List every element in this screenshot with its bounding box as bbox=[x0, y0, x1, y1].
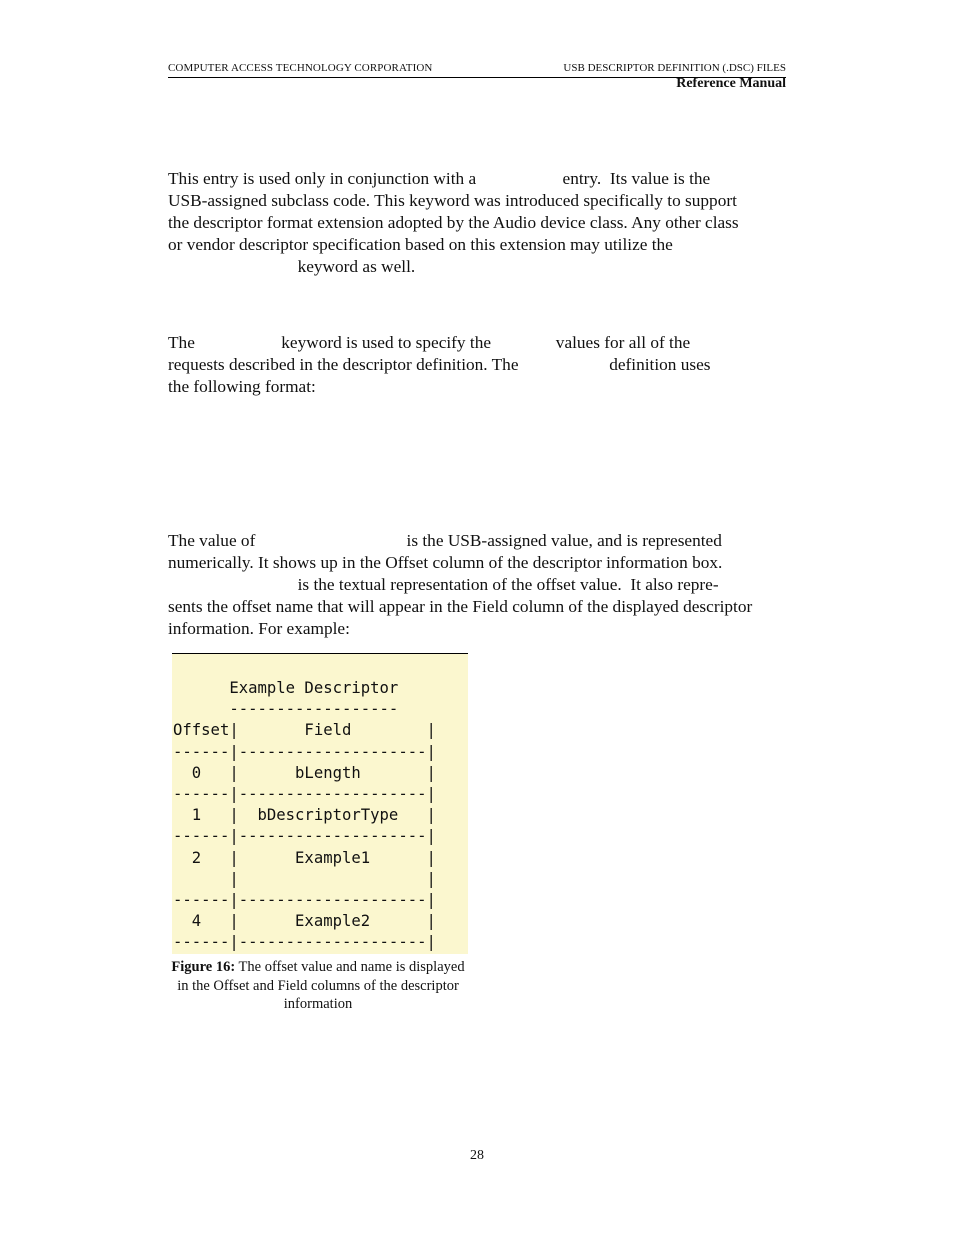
figure-line: | | bbox=[173, 869, 436, 888]
paragraph-line: the descriptor format extension adopted by the Audio device class. Any other class bbox=[168, 213, 739, 232]
figure-line: Example Descriptor bbox=[173, 679, 399, 697]
paragraph-line: requests described in the descriptor definition. The definition uses bbox=[168, 355, 711, 374]
figure-line: ------|--------------------| bbox=[173, 742, 436, 761]
paragraph-line: sents the offset name that will appear in the Field column of the displayed descriptor bbox=[168, 597, 753, 616]
paragraph-line: USB-assigned subclass code. This keyword was introduced specifically to support bbox=[168, 191, 737, 210]
paragraph-line: keyword as well. bbox=[168, 257, 416, 276]
running-header-left: COMPUTER ACCESS TECHNOLOGY CORPORATION bbox=[168, 62, 433, 74]
figure-line: ------------------ bbox=[173, 700, 399, 719]
figure-line: 4 | Example2 | bbox=[173, 912, 436, 931]
paragraph-line: information. For example: bbox=[168, 619, 350, 638]
page-number: 28 bbox=[470, 1148, 484, 1163]
caption-text: The offset value and name is displayed in the Offset and Field columns of the descriptor information bbox=[177, 959, 465, 1013]
paragraph-offset-value bbox=[168, 530, 786, 640]
figure-line: 2 | Example1 | bbox=[173, 848, 436, 867]
figure-line: ------|--------------------| bbox=[173, 891, 436, 910]
paragraph-line: numerically. It shows up in the Offset column of the descriptor information box. bbox=[168, 553, 723, 572]
caption-label: Figure 16: bbox=[171, 959, 236, 975]
example-descriptor-figure bbox=[172, 653, 468, 954]
paragraph-line: the following format: bbox=[168, 377, 316, 396]
paragraph-line: The value of is the USB-assigned value, and is represented bbox=[168, 531, 722, 550]
figure-caption bbox=[168, 958, 468, 1014]
paragraph-line: This entry is used only in conjunction with a entry. Its value is the bbox=[168, 169, 711, 188]
header-subtitle: Reference Manual bbox=[676, 76, 786, 91]
paragraph-keyword-format bbox=[168, 332, 786, 398]
running-header-right: USB DESCRIPTOR DEFINITION (.DSC) FILES bbox=[563, 62, 786, 74]
figure-line: ------|--------------------| bbox=[173, 933, 436, 952]
figure-line: ------|--------------------| bbox=[173, 785, 436, 804]
paragraph-line: is the textual representation of the offset value. It also repre- bbox=[168, 575, 719, 594]
paragraph-subclass-entry bbox=[168, 168, 786, 278]
figure-line: 1 | bDescriptorType | bbox=[173, 806, 436, 825]
paragraph-line: or vendor descriptor specification based on this extension may utilize the bbox=[168, 235, 673, 254]
figure-line: 0 | bLength | bbox=[173, 763, 436, 782]
figure-line: ------|--------------------| bbox=[173, 827, 436, 846]
paragraph-line: The keyword is used to specify the values for all of the bbox=[168, 333, 691, 352]
figure-line: Offset| Field | bbox=[173, 721, 436, 740]
descriptor-table-text bbox=[173, 678, 436, 954]
